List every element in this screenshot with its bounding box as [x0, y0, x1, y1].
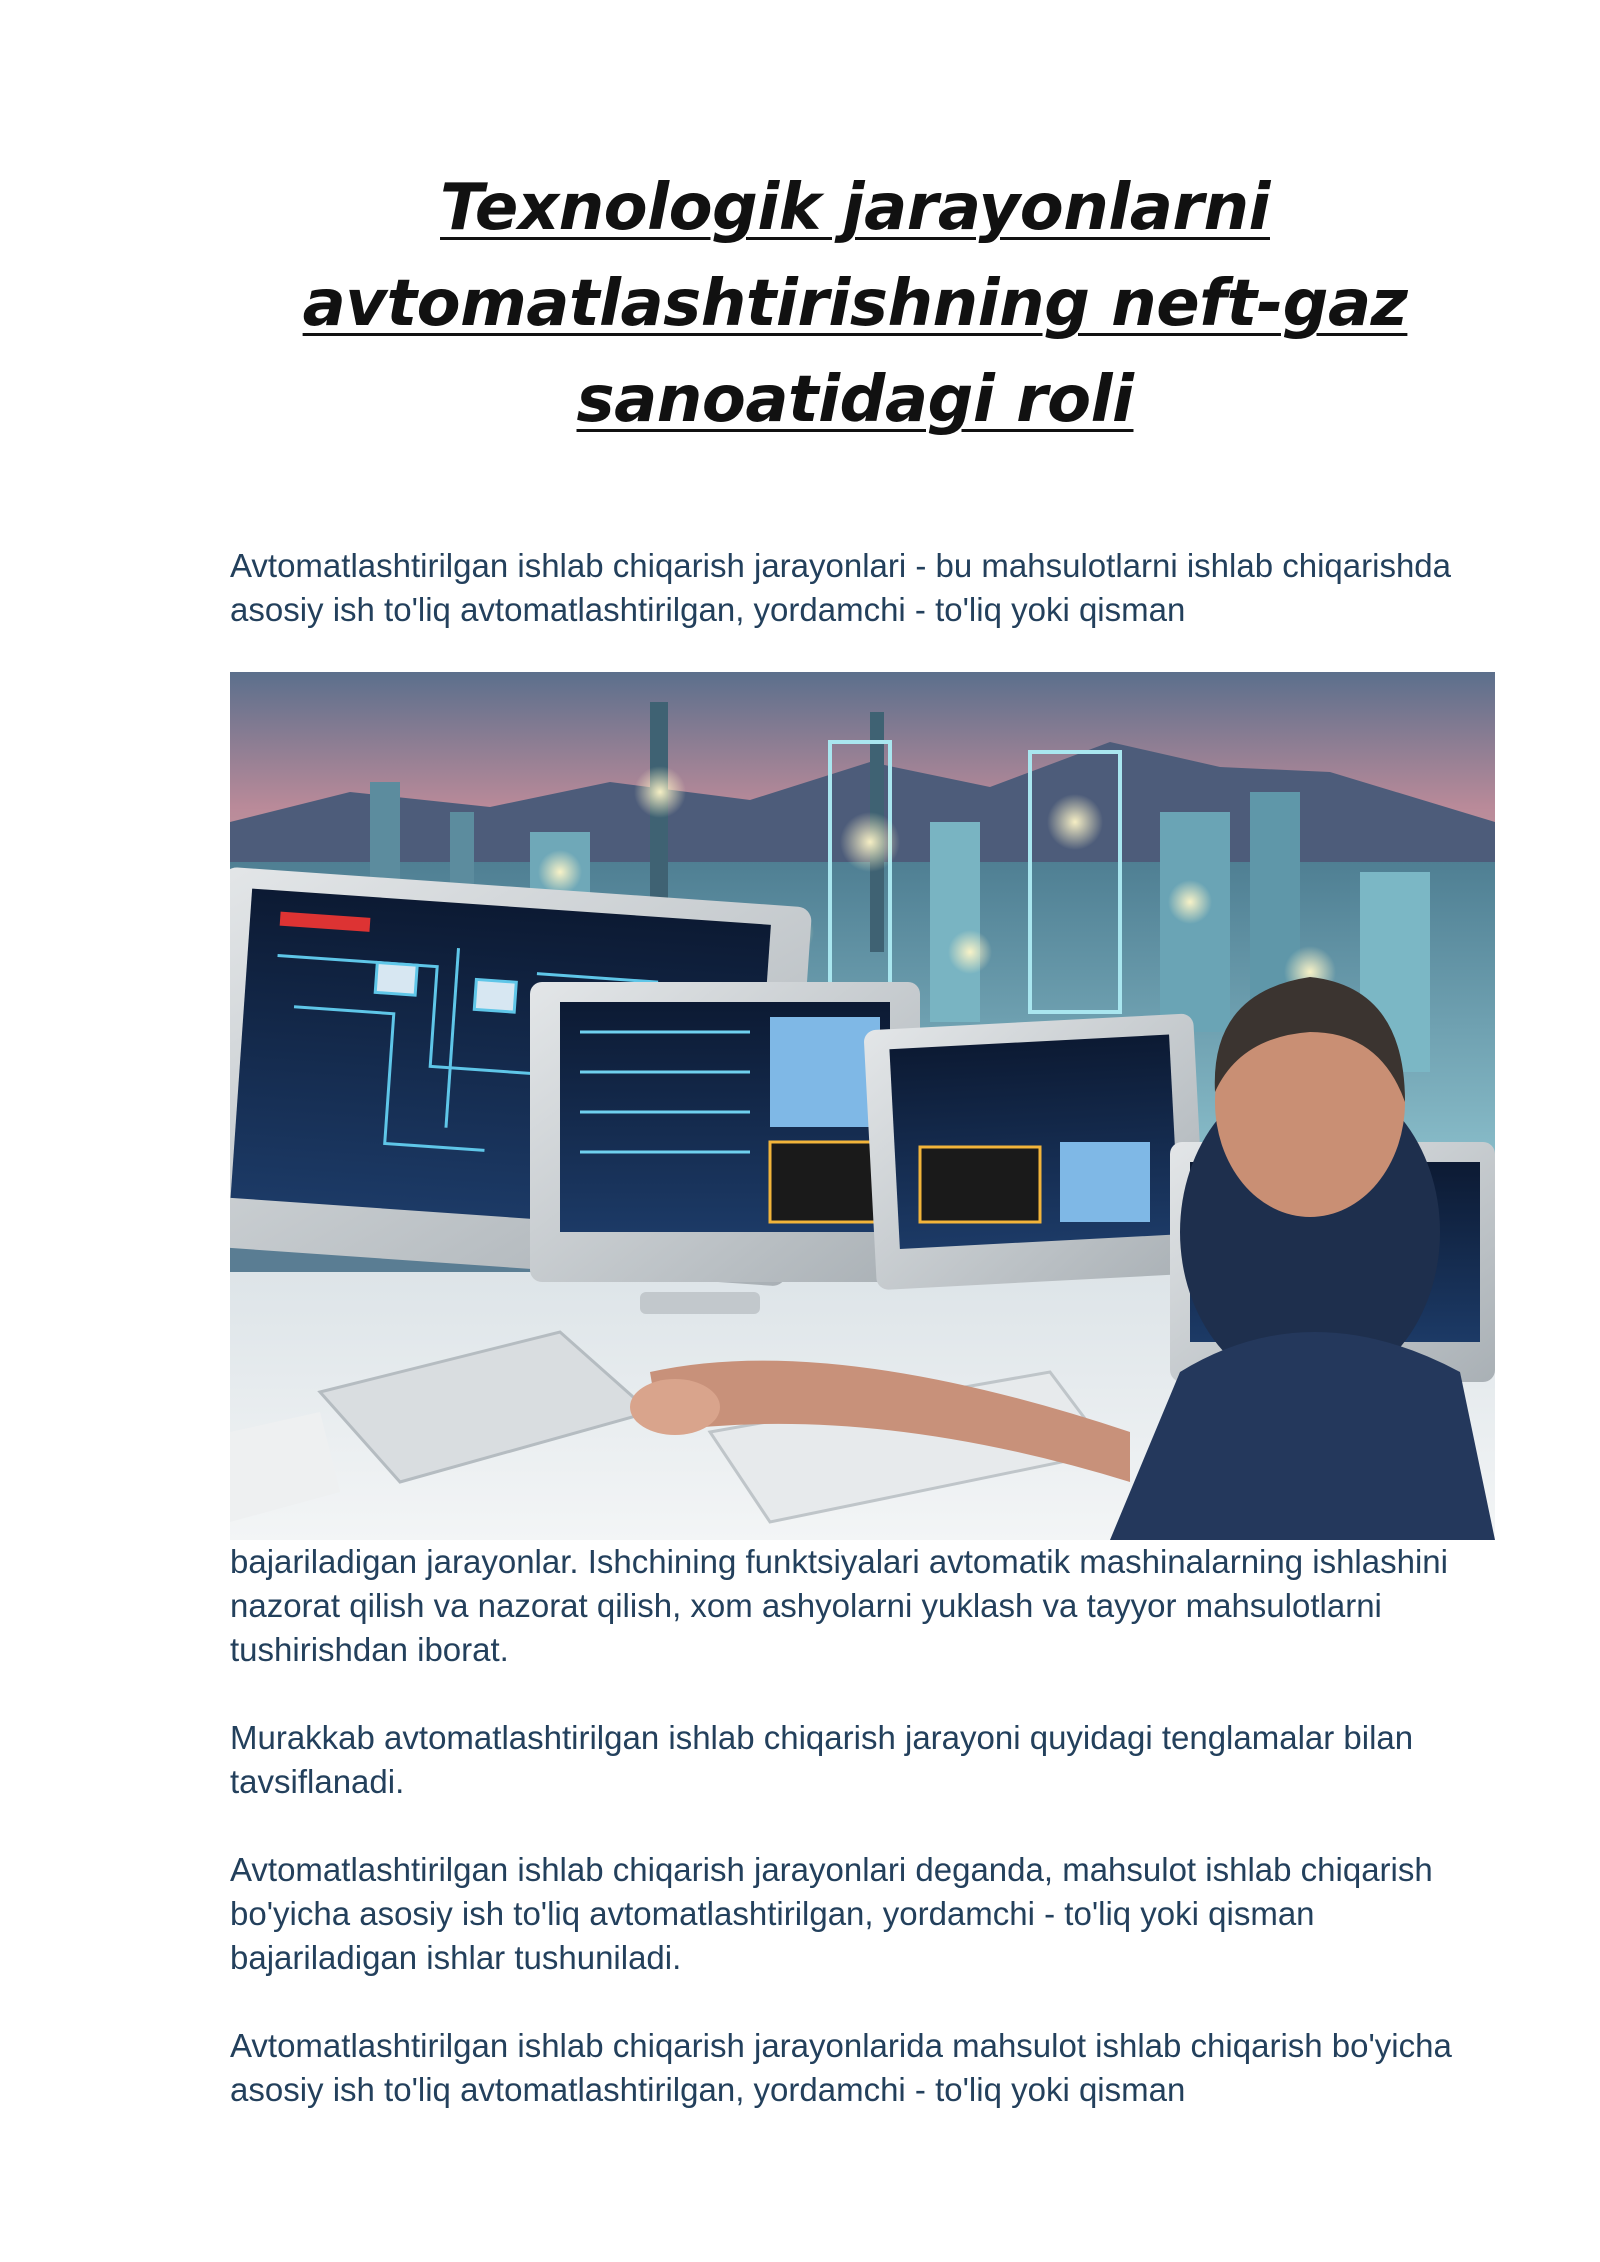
paragraph-4: Avtomatlashtirilgan ishlab chiqarish jarayonlari deganda, mahsulot ishlab chiqarish bo'yicha asosiy ish to'liq avtomatlashtirilgan, yordamchi - to'liq yoki qisman bajariladigan ishlar tushuniladi. [230, 1851, 1433, 1976]
paragraph-5: Avtomatlashtirilgan ishlab chiqarish jarayonlarida mahsulot ishlab chiqarish bo'yicha asosiy ish to'liq avtomatlashtirilgan, yordamchi - to'liq yoki qisman [230, 2027, 1452, 2108]
document-title: Texnologik jarayonlarni avtomatlashtirishning neft-gaz sanoatidagi roli [302, 171, 1408, 437]
paragraph-1: Avtomatlashtirilgan ishlab chiqarish jarayonlari - bu mahsulotlarni ishlab chiqarishda asosiy ish to'liq avtomatlashtirilgan, yordamchi - to'liq yoki qisman [230, 547, 1452, 628]
paragraph-2: bajariladigan jarayonlar. Ishchining funktsiyalari avtomatik mashinalarning ishlashini nazorat qilish va nazorat qilish, xom ashyolarni yuklash va tayyor mahsulotlarni tushirishdan iborat. [230, 1543, 1448, 1668]
control-room-refinery-photo [230, 672, 1495, 1540]
paragraph-3: Murakkab avtomatlashtirilgan ishlab chiqarish jarayoni quyidagi tenglamalar bilan tavsiflanadi. [230, 1719, 1414, 1800]
